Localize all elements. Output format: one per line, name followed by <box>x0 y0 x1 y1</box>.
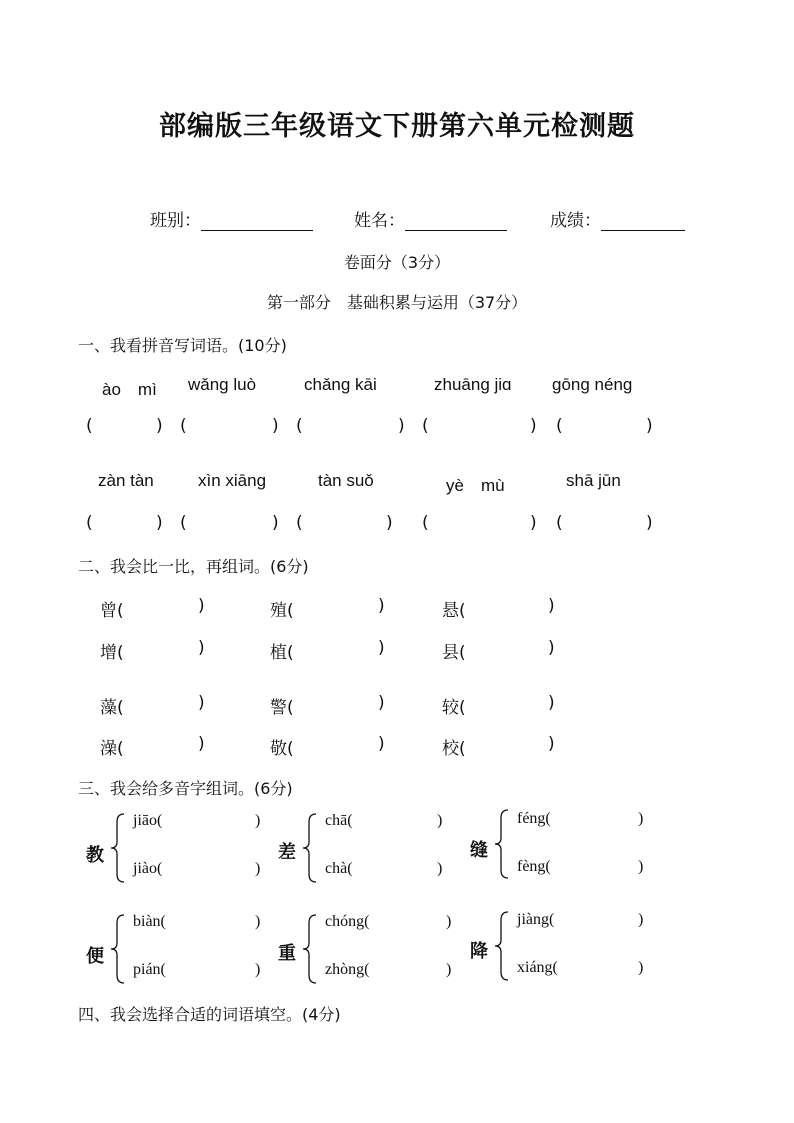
part-one-heading: 第一部分 基础积累与运用（37分） <box>266 293 528 312</box>
pinyin-2: wǎng luò <box>188 375 257 394</box>
left-paren: ( <box>296 513 303 533</box>
right-paren: ) <box>198 596 205 616</box>
brace-icon <box>300 913 320 985</box>
right-paren: ) <box>437 860 443 877</box>
pinyin-9: yè mù <box>446 476 505 495</box>
polyphone-char: 缝 <box>470 840 488 861</box>
right-paren: ) <box>255 913 261 930</box>
answer-box-3[interactable] <box>296 416 303 436</box>
right-paren: ) <box>156 416 163 436</box>
compare-item[interactable]: 校( <box>442 739 466 759</box>
answer-box-8[interactable] <box>296 513 303 533</box>
neatness-score: 卷面分（3分） <box>343 253 451 272</box>
right-paren: ) <box>198 693 205 713</box>
compare-item[interactable]: 藻( <box>100 698 124 718</box>
pinyin-6: zàn tàn <box>98 471 154 490</box>
pinyin-1: ào mì <box>102 380 157 399</box>
pinyin-reading[interactable]: zhòng( <box>325 961 370 978</box>
score-label: 成绩： <box>550 211 601 231</box>
right-paren: ) <box>548 693 555 713</box>
right-paren: ) <box>272 416 279 436</box>
pinyin-reading[interactable]: jiàng( <box>517 911 555 928</box>
pinyin-reading[interactable]: pián( <box>133 961 166 978</box>
brace-icon <box>108 812 128 884</box>
question-2-heading: 二、我会比一比，再组词。(6分) <box>78 557 309 576</box>
brace-icon <box>492 808 512 880</box>
pinyin-7: xìn xiāng <box>198 471 267 490</box>
compare-item[interactable]: 县( <box>442 643 466 663</box>
compare-item[interactable]: 增( <box>100 643 124 663</box>
right-paren: ) <box>378 734 385 754</box>
left-paren: ( <box>422 513 429 533</box>
pinyin-reading[interactable]: chóng( <box>325 913 370 930</box>
answer-box-2[interactable] <box>180 416 187 436</box>
answer-box-4[interactable] <box>422 416 429 436</box>
right-paren: ) <box>386 513 393 533</box>
class-label: 班别： <box>150 211 201 231</box>
pinyin-reading[interactable]: jiāo( <box>133 812 163 829</box>
compare-item[interactable]: 敬( <box>270 739 294 759</box>
score-blank[interactable] <box>601 210 685 231</box>
right-paren: ) <box>272 513 279 533</box>
right-paren: ) <box>437 812 443 829</box>
right-paren: ) <box>530 416 537 436</box>
left-paren: ( <box>296 416 303 436</box>
right-paren: ) <box>446 961 452 978</box>
answer-box-5[interactable] <box>556 416 563 436</box>
answer-box-9[interactable] <box>422 513 429 533</box>
right-paren: ) <box>398 416 405 436</box>
score-field <box>550 206 685 231</box>
compare-item[interactable]: 植( <box>270 643 294 663</box>
right-paren: ) <box>638 810 644 827</box>
answer-box-1[interactable] <box>86 416 93 436</box>
polyphone-char: 教 <box>86 845 104 866</box>
pinyin-5: gōng néng <box>552 375 633 394</box>
right-paren: ) <box>548 596 555 616</box>
name-field <box>354 206 507 231</box>
right-paren: ) <box>255 860 261 877</box>
compare-item[interactable]: 澡( <box>100 739 124 759</box>
right-paren: ) <box>255 812 261 829</box>
left-paren: ( <box>556 513 563 533</box>
left-paren: ( <box>556 416 563 436</box>
pinyin-10: shā jūn <box>566 471 621 490</box>
right-paren: ) <box>530 513 537 533</box>
compare-item[interactable]: 殖( <box>270 601 294 621</box>
pinyin-reading[interactable]: fèng( <box>517 858 551 875</box>
brace-icon <box>108 913 128 985</box>
compare-item[interactable]: 较( <box>442 698 466 718</box>
right-paren: ) <box>638 858 644 875</box>
pinyin-reading[interactable]: xiáng( <box>517 959 558 976</box>
pinyin-reading[interactable]: biàn( <box>133 913 166 930</box>
right-paren: ) <box>638 911 644 928</box>
right-paren: ) <box>548 638 555 658</box>
brace-icon <box>300 812 320 884</box>
question-1-heading: 一、我看拼音写词语。(10分) <box>78 336 287 355</box>
pinyin-reading[interactable]: chā( <box>325 812 353 829</box>
name-blank[interactable] <box>405 210 507 231</box>
page-title: 部编版三年级语文下册第六单元检测题 <box>159 111 635 142</box>
class-field <box>150 206 313 231</box>
left-paren: ( <box>86 513 93 533</box>
compare-item[interactable]: 曾( <box>100 601 124 621</box>
left-paren: ( <box>180 416 187 436</box>
polyphone-char: 差 <box>278 842 296 863</box>
answer-box-10[interactable] <box>556 513 563 533</box>
answer-box-7[interactable] <box>180 513 187 533</box>
pinyin-reading[interactable]: jiào( <box>133 860 163 877</box>
polyphone-char: 重 <box>278 943 296 964</box>
right-paren: ) <box>255 961 261 978</box>
compare-item[interactable]: 悬( <box>442 601 466 621</box>
right-paren: ) <box>198 638 205 658</box>
left-paren: ( <box>86 416 93 436</box>
class-blank[interactable] <box>201 210 313 231</box>
right-paren: ) <box>446 913 452 930</box>
pinyin-reading[interactable]: chà( <box>325 860 353 877</box>
pinyin-8: tàn suǒ <box>318 471 374 490</box>
right-paren: ) <box>198 734 205 754</box>
compare-item[interactable]: 警( <box>270 698 294 718</box>
right-paren: ) <box>638 959 644 976</box>
right-paren: ) <box>548 734 555 754</box>
name-label: 姓名： <box>354 211 405 231</box>
pinyin-4: zhuāng jiɑ <box>434 375 512 394</box>
left-paren: ( <box>422 416 429 436</box>
right-paren: ) <box>646 513 653 533</box>
brace-icon <box>492 910 512 982</box>
answer-box-6[interactable] <box>86 513 93 533</box>
polyphone-char: 降 <box>470 941 488 962</box>
right-paren: ) <box>378 693 385 713</box>
left-paren: ( <box>180 513 187 533</box>
right-paren: ) <box>378 596 385 616</box>
right-paren: ) <box>646 416 653 436</box>
question-4-heading: 四、我会选择合适的词语填空。(4分) <box>78 1005 341 1024</box>
right-paren: ) <box>378 638 385 658</box>
pinyin-3: chǎng kāi <box>304 375 377 394</box>
right-paren: ) <box>156 513 163 533</box>
question-3-heading: 三、我会给多音字组词。(6分) <box>78 779 293 798</box>
polyphone-char: 便 <box>86 946 104 967</box>
pinyin-reading[interactable]: féng( <box>517 810 551 827</box>
